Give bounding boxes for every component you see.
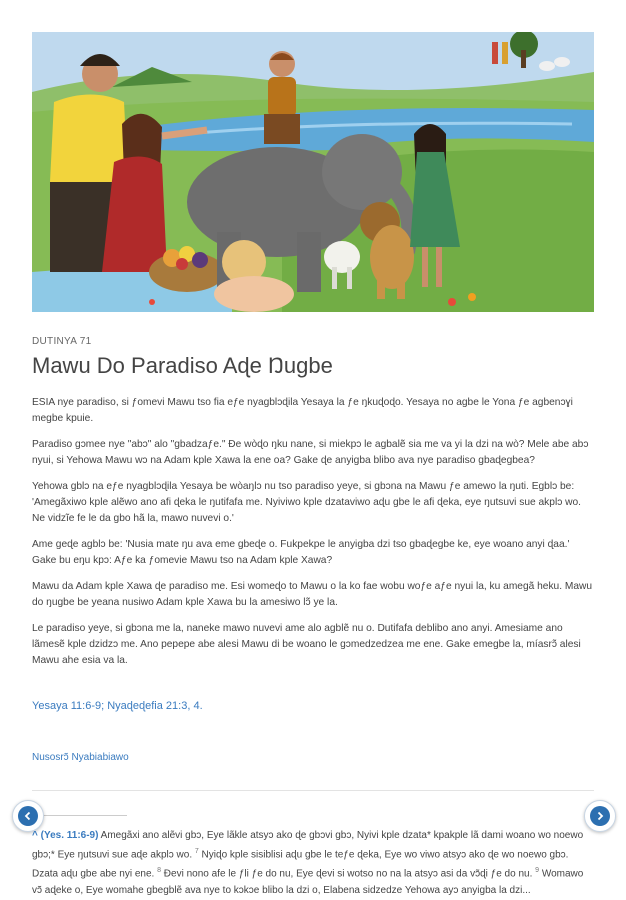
paragraph: ESIA nye paradiso, si ƒomevi Mawu tso fia eƒe nyagblɔɖila Yesaya la ƒe ŋkuɖoɖo. Yesaya no agbe le Yona ƒe agbenɔɣi megbe kpuie. bbox=[32, 397, 573, 424]
chapter-content bbox=[32, 336, 594, 679]
footnote-reference-link[interactable]: (Yes. 11:6-9) bbox=[40, 830, 99, 841]
chevron-left-icon bbox=[23, 811, 33, 821]
chevron-right-icon bbox=[595, 811, 605, 821]
verse-number: 7 bbox=[194, 848, 199, 855]
footnote-text: Amegãxi ano alẽvi gbɔ, Eye lãkle atsyɔ ako ɖe gbɔvi gbɔ, Nyivi kple dzata* kpakple lã dami woano wo noewo gbɔ;* Eye ŋutsuvi sue aɖe akplɔ wo. bbox=[32, 830, 584, 861]
footnote bbox=[32, 828, 594, 899]
chapter-label: DUTINYA 71 bbox=[32, 336, 92, 347]
divider bbox=[32, 790, 594, 791]
footnote-text: Nyiɖo kple sisiblisi aɖu gbe le teƒe ɖeka, Eye wo viwo atsyɔ ako ɖe wo noewo gbɔ. Dzata aɖu gbe abe nyi ene. bbox=[32, 849, 569, 880]
verse-number: 8 bbox=[157, 867, 162, 875]
footnote-marker[interactable]: ^ bbox=[32, 830, 38, 841]
footnote-text: Womawo vɔ̃ aɖeke o, Eye womahe gbegblẽ ava nye to kɔkɔe blibo la dzi o, Elabena sidzedze Yehowa ayɔ anyigba la dzi... bbox=[32, 868, 584, 896]
paragraph: Paradiso gɔmee nye "abɔ" alo "gbadzaƒe." Ðe wòɖo ŋku nane, si miekpɔ le agbalẽ sia me va yi la dzi na wò? Mele abe abɔ nyui, si Yehowa Mawu wɔ na Adam kple Xawa la ene oa? Gake ɖe anyigba blibo ava nye paradiso gbaɖegbea? bbox=[32, 439, 589, 466]
scripture-references-link[interactable]: Yesaya 11:6-9; Nyaɖeɖefia 21:3, 4. bbox=[32, 700, 203, 712]
paragraph: Yehowa gblɔ na eƒe nyagblɔɖila Yesaya be wòaŋlɔ nu tso paradiso yeye, si gbɔna na Mawu ƒe amewo la ŋuti. Egblɔ be: 'Amegãxiwo kple alẽwo ano afi ɖeka le ŋutifafa me. Nyiviwo kple dzataviwo aɖu gbe le afi ɖeka, eye ŋutsuvi sue akplɔ wo. Ne vidzĩe fe le da gbo hã la, mawo nuvevi o.' bbox=[32, 481, 581, 524]
footnote-text: Ðevi nono afe le ƒli ƒe do nu, Eye ɖevi si wotso no na la atsyɔ asi da vɔ̃ɖi ƒe do nu. bbox=[161, 868, 533, 880]
footnote-rule bbox=[32, 815, 127, 816]
paragraph: Le paradiso yeye, si gbɔna me la, naneke mawo nuvevi ame alo agblẽ nu o. Dutifafa deblibo ano anyi. Amesiame ano lãmesẽ kple dzidzɔ me. Ano pepepe abe alesi Mawu di be woano le gɔmedzedzea me ene. Gake emegbe la, míasrɔ̃ alesi Mawu ahe esia va la. bbox=[32, 623, 581, 666]
page-title: Mawu Do Paradiso Aɖe Ŋugbe bbox=[32, 353, 333, 378]
study-questions-link[interactable]: Nusosrɔ̃ Nyabiabiawo bbox=[32, 752, 129, 763]
verse-number: 9 bbox=[535, 867, 540, 875]
paragraph: Ame geɖe agblɔ be: 'Nusia mate ŋu ava eme gbeɖe o. Fukpekpe le anyigba dzi tso gbaɖegbe ke, eye woano anyi ɖaa.' Gake bu eŋu kpɔ: Aƒe ka ƒomevie Mawu tso na Adam kple Xawa? bbox=[32, 539, 570, 566]
chapter-illustration bbox=[32, 32, 594, 312]
paragraph: Mawu da Adam kple Xawa ɖe paradiso me. Esi womeɖo to Mawu o la ko fae wobu woƒe aƒe nyui la, ku amegã heku. Mawu do ŋugbe be yeana nusiwo Adam kple Xawa bu la amesiwo lɔ̃ ye la. bbox=[32, 581, 593, 608]
